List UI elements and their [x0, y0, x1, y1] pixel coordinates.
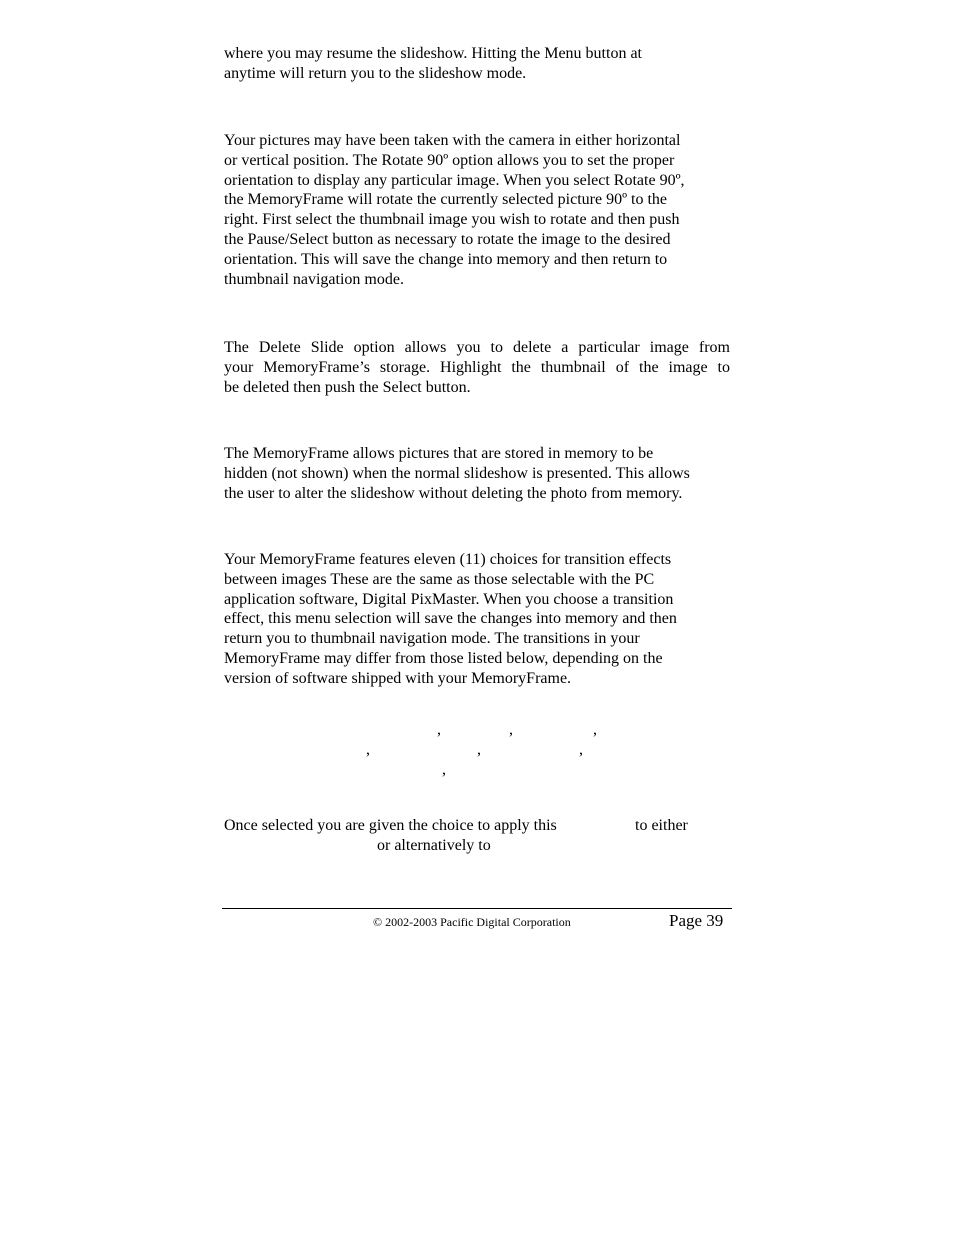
list-separator: ,: [437, 721, 441, 738]
text-fragment: or alternatively to: [377, 837, 491, 854]
text-line: version of software shipped with your MemoryFrame.: [224, 669, 572, 687]
text-line: MemoryFrame may differ from those listed below, depending on the: [224, 649, 663, 667]
footer-copyright: © 2002-2003 Pacific Digital Corporation: [373, 915, 571, 929]
text-line: application software, Digital PixMaster. When you choose a transition: [224, 590, 674, 608]
text-line: where you may resume the slideshow. Hitting the Menu button at: [224, 45, 642, 62]
text-line: the MemoryFrame will rotate the currently selected picture 90º to the: [224, 191, 668, 209]
text-line: between images These are the same as those selectable with the PC: [224, 570, 655, 588]
text-line: Your MemoryFrame features eleven (11) choices for transition effects: [224, 551, 672, 568]
text-line: your MemoryFrame’s storage. Highlight the thumbnail of the image to: [224, 358, 730, 376]
text-line: return you to thumbnail navigation mode. The transitions in your: [224, 630, 640, 648]
text-line: thumbnail navigation mode.: [224, 270, 404, 288]
list-separator: ,: [593, 721, 597, 738]
text-line: hidden (not shown) when the normal slideshow is presented. This allows: [224, 464, 690, 482]
text-line: anytime will return you to the slideshow mode.: [224, 64, 527, 82]
list-separator: ,: [509, 721, 513, 738]
footer-divider: [222, 908, 732, 909]
list-separator: ,: [579, 741, 583, 758]
text-line: orientation to display any particular image. When you select Rotate 90º,: [224, 171, 685, 189]
list-separator: ,: [477, 741, 481, 758]
paragraph-hide-pictures: [224, 444, 730, 503]
text-line: the Pause/Select button as necessary to rotate the image to the desired: [224, 230, 671, 248]
text-line: or vertical position. The Rotate 90º option allows you to set the proper: [224, 151, 675, 169]
text-line: Your pictures may have been taken with the camera in either horizontal: [224, 132, 681, 149]
text-line: the user to alter the slideshow without deleting the photo from memory.: [224, 484, 683, 502]
paragraph-delete-slide: [224, 338, 730, 397]
text-fragment: to either: [635, 817, 688, 834]
paragraph-transitions: [224, 550, 730, 689]
text-line: right. First select the thumbnail image you wish to rotate and then push: [224, 211, 680, 229]
paragraph-slideshow-resume: [224, 44, 730, 84]
paragraph-rotate: [224, 131, 730, 289]
text-line: be deleted then push the Select button.: [224, 378, 471, 396]
text-line: effect, this menu selection will save the changes into memory and then: [224, 610, 677, 628]
list-separator: ,: [366, 741, 370, 758]
text-fragment: Once selected you are given the choice to apply this: [224, 817, 557, 834]
text-line: The MemoryFrame allows pictures that are stored in memory to be: [224, 445, 654, 462]
text-line: orientation. This will save the change into memory and then return to: [224, 250, 668, 268]
page-number: Page 39: [669, 911, 724, 930]
text-line: The Delete Slide option allows you to delete a particular image from: [224, 339, 730, 356]
list-separator: ,: [442, 761, 446, 778]
